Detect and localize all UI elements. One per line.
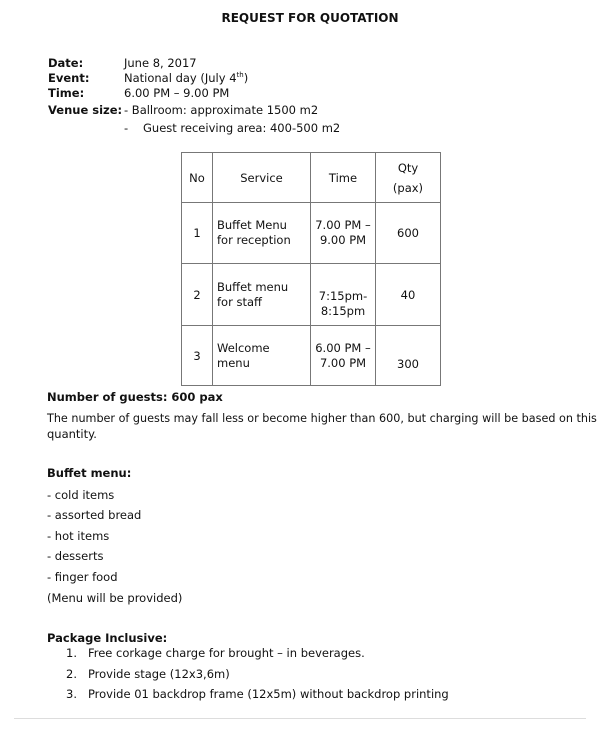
header-qty-unit: (pax) bbox=[392, 180, 424, 195]
header-qty-label: Qty bbox=[397, 160, 419, 175]
buffet-item: - desserts bbox=[47, 549, 104, 563]
table-header-row bbox=[182, 153, 441, 203]
buffet-heading: Buffet menu: bbox=[47, 466, 132, 480]
guests-text-1: The number of guests may fall less or become higher than 600, but charging will be based on this bbox=[47, 412, 597, 425]
buffet-item: - finger food bbox=[47, 570, 118, 584]
cell-qty: 600 bbox=[376, 203, 441, 264]
services-table bbox=[181, 152, 441, 386]
cell-qty: 300 bbox=[376, 326, 441, 386]
header-time: Time bbox=[311, 153, 376, 203]
cell-service: Buffet menu for staff bbox=[213, 264, 311, 326]
date-value: June 8, 2017 bbox=[124, 56, 197, 70]
package-item: 3. Provide 01 backdrop frame (12x5m) without backdrop printing bbox=[66, 687, 449, 701]
cell-no: 2 bbox=[182, 264, 213, 326]
guests-heading: Number of guests: 600 pax bbox=[47, 390, 223, 404]
event-end: ) bbox=[243, 71, 249, 85]
cell-time: 7:15pm- 8:15pm bbox=[311, 264, 376, 326]
time-label: Time: bbox=[48, 86, 85, 100]
event-text: National day (July 4 bbox=[124, 71, 237, 85]
table-row bbox=[182, 264, 441, 326]
cell-no: 1 bbox=[182, 203, 213, 264]
header-no: No bbox=[182, 153, 213, 203]
venue-label: Venue size: bbox=[48, 103, 123, 117]
package-heading: Package Inclusive: bbox=[47, 631, 168, 645]
event-label: Event: bbox=[48, 71, 90, 85]
cell-time: 7.00 PM – 9.00 PM bbox=[311, 203, 376, 264]
header-qty bbox=[376, 153, 441, 203]
venue-item-1: - Ballroom: approximate 1500 m2 bbox=[124, 103, 319, 117]
page-divider bbox=[14, 718, 586, 719]
time-value: 6.00 PM – 9.00 PM bbox=[124, 86, 230, 100]
event-sup: th bbox=[236, 71, 244, 80]
page-title: REQUEST FOR QUOTATION bbox=[221, 11, 399, 25]
venue-item-2-dash: - bbox=[124, 121, 129, 135]
table-row bbox=[182, 203, 441, 264]
event-value bbox=[124, 71, 248, 85]
date-label: Date: bbox=[48, 56, 84, 70]
guests-text-2: quantity. bbox=[47, 427, 97, 441]
venue-item-2: Guest receiving area: 400-500 m2 bbox=[143, 121, 341, 135]
cell-time: 6.00 PM – 7.00 PM bbox=[311, 326, 376, 386]
cell-qty: 40 bbox=[376, 264, 441, 326]
header-service: Service bbox=[213, 153, 311, 203]
buffet-item: - hot items bbox=[47, 529, 110, 543]
cell-service: Welcome menu bbox=[213, 326, 311, 386]
buffet-item: - assorted bread bbox=[47, 508, 142, 522]
package-item: 2. Provide stage (12x3,6m) bbox=[66, 667, 230, 681]
cell-no: 3 bbox=[182, 326, 213, 386]
buffet-note: (Menu will be provided) bbox=[47, 591, 183, 605]
table-row bbox=[182, 326, 441, 386]
buffet-item: - cold items bbox=[47, 488, 115, 502]
package-item: 1. Free corkage charge for brought – in beverages. bbox=[66, 646, 365, 660]
cell-service: Buffet Menu for reception bbox=[213, 203, 311, 264]
